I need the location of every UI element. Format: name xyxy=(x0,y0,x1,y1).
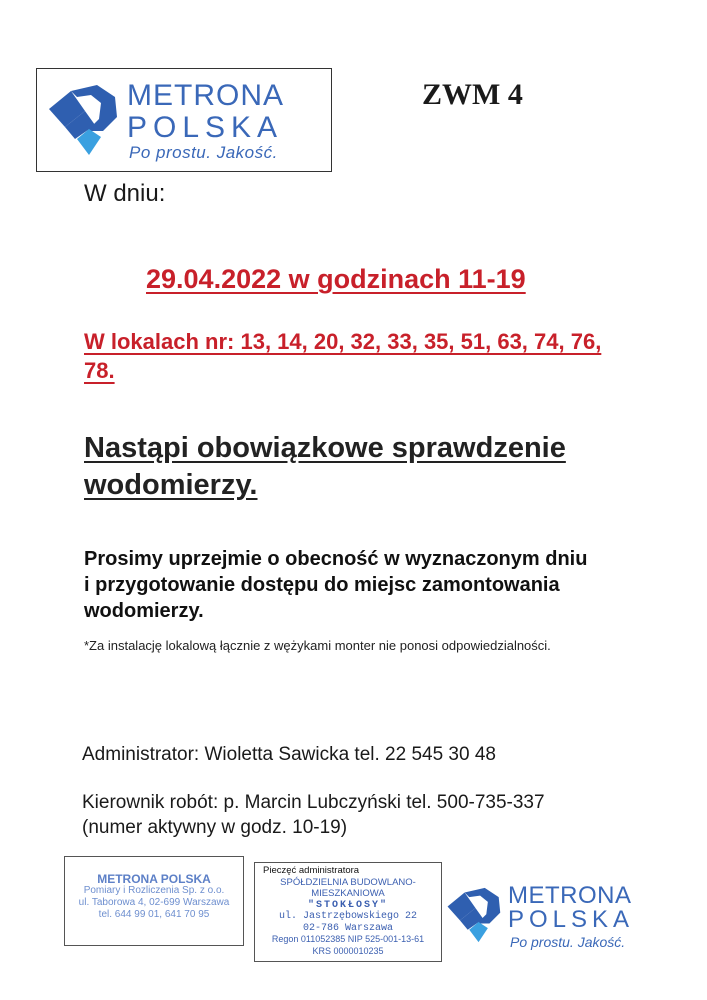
headline-line1: Nastąpi obowiązkowe sprawdzenie xyxy=(84,432,566,464)
footer-brand-line1: METRONA xyxy=(508,882,632,909)
footer-logo xyxy=(446,880,696,952)
footer-brand-tagline: Po prostu. Jakość. xyxy=(510,934,626,950)
stamp-admin-line4: 02-786 Warszawa xyxy=(302,922,393,934)
site-manager-contact: Kierownik robót: p. Marcin Lubczyński tel. 500-735-337 xyxy=(82,792,545,813)
administrator-contact: Administrator: Wioletta Sawicka tel. 22 545 30 48 xyxy=(82,744,496,765)
metrona-footer-logo-icon xyxy=(446,884,508,946)
site-manager-hours: (numer aktywny w godz. 10-19) xyxy=(82,817,348,838)
footnote: *Za instalację lokalową łącznie z wężykami monter nie ponosi odpowiedzialności. xyxy=(84,638,551,653)
stamp-admin-line1: SPÓŁDZIELNIA BUDOWLANO-MIESZKANIOWA xyxy=(280,876,416,899)
brand-tagline: Po prostu. Jakość. xyxy=(129,143,278,162)
stamp-metrona-line3: tel. 644 99 01, 641 70 95 xyxy=(98,909,210,920)
footer-brand-line2: POLSKA xyxy=(508,906,635,933)
request-line3: wodomierzy. xyxy=(84,600,204,622)
apartments-line1: W lokalach nr: 13, 14, 20, 32, 33, 35, 51, 63, 74, 76, xyxy=(84,329,602,354)
stamp-admin-caption: Pieczęć administratora xyxy=(263,865,360,876)
date-and-hours: 29.04.2022 w godzinach 11-19 xyxy=(146,264,526,294)
stamp-admin-line6: KRS 0000010235 xyxy=(312,945,384,956)
stamp-metrona-line1: Pomiary i Rozliczenia Sp. z o.o. xyxy=(83,885,225,896)
brand-name-line2: POLSKA xyxy=(127,111,284,144)
request-line1: Prosimy uprzejmie o obecność w wyznaczonym dniu xyxy=(84,548,588,570)
apartments-line2: 78. xyxy=(84,358,115,383)
document-code: ZWM 4 xyxy=(422,78,523,111)
brand-name-line1: METRONA xyxy=(127,79,284,112)
stamp-metrona-title: METRONA POLSKA xyxy=(97,872,211,886)
metrona-logo-icon xyxy=(47,81,127,159)
administrator-stamp xyxy=(254,862,442,962)
headline-line2: wodomierzy. xyxy=(84,469,258,501)
header-logo-box xyxy=(36,68,332,172)
stamp-admin-line3: ul. Jastrzębowskiego 22 xyxy=(278,911,418,922)
stamp-admin-line2: "STOKŁOSY" xyxy=(307,899,388,911)
stamp-admin-line5: Regon 011052385 NIP 525-001-13-61 xyxy=(271,934,425,944)
request-line2: i przygotowanie dostępu do miejsc zamontowania xyxy=(84,574,560,596)
date-intro: W dniu: xyxy=(84,180,166,207)
stamp-metrona-line2: ul. Taborowa 4, 02-699 Warszawa xyxy=(78,897,230,908)
metrona-company-stamp xyxy=(64,856,244,946)
